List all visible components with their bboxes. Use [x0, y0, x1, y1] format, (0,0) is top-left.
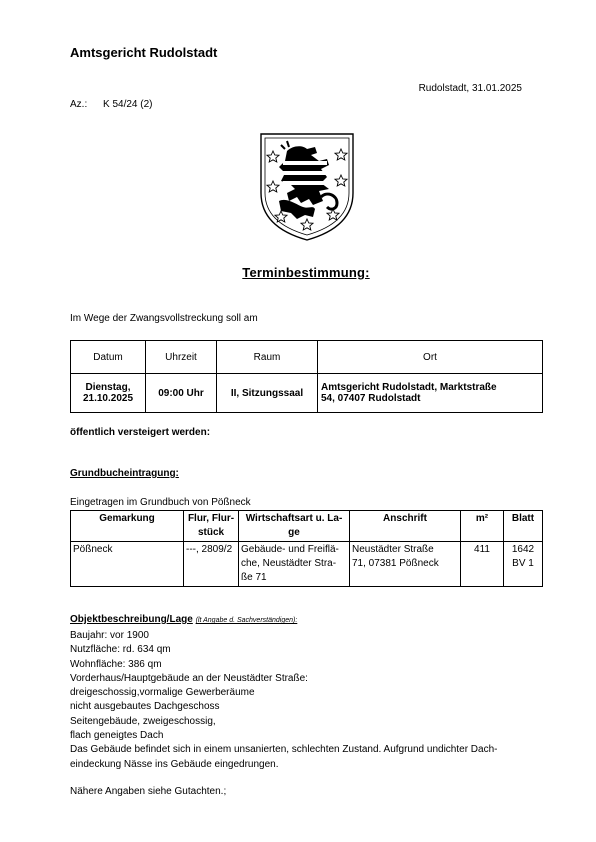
intro-text: Im Wege der Zwangsvollstreckung soll am: [70, 313, 258, 324]
objekt-heading: Objektbeschreibung/Lage: [70, 614, 193, 625]
cell-ort: [318, 374, 543, 413]
ort-line-2: 54, 07407 Rudolstadt: [321, 393, 421, 404]
header-wirt-line-1: Wirtschaftsart u. La-: [245, 513, 343, 524]
table-header-row: [71, 341, 543, 374]
header-anschrift: Anschrift: [350, 511, 461, 542]
header-flur-line-1: Flur, Flur-: [187, 513, 235, 524]
blatt-line-2: BV 1: [512, 558, 534, 569]
description-line: Vorderhaus/Hauptgebäude an der Neustädter Straße:: [70, 672, 308, 684]
datum-weekday: Dienstag,: [85, 382, 131, 393]
description-line: Nutzfläche: rd. 634 qm: [70, 644, 171, 656]
objekt-description: [70, 629, 550, 772]
court-name: Amtsgericht Rudolstadt: [70, 45, 218, 60]
file-number: K 54/24 (2): [103, 99, 153, 110]
wirt-line-1: Gebäude- und Freiflä-: [241, 544, 339, 555]
description-line: flach geneigtes Dach: [70, 730, 164, 742]
blatt-line-1: 1642: [511, 544, 535, 555]
file-number-label: Az.:: [70, 99, 88, 110]
datum-date: 21.10.2025: [82, 393, 134, 404]
place-date: Rudolstadt, 31.01.2025: [418, 83, 522, 94]
header-flur-line-2: stück: [197, 527, 225, 538]
header-raum: Raum: [217, 341, 318, 374]
cell-anschrift: [350, 542, 461, 587]
header-flur: [184, 511, 239, 542]
description-line: Das Gebäude befindet sich in einem unsanierten, schlechten Zustand. Aufgrund undichter Dach-: [70, 744, 498, 756]
cell-wirtschaftsart: [239, 542, 350, 587]
thuringia-coat-of-arms-icon: [257, 131, 357, 243]
cell-flur: ---, 2809/2: [184, 542, 239, 587]
header-uhrzeit: Uhrzeit: [146, 341, 217, 374]
grundbuch-table: [70, 510, 543, 587]
table-row: [71, 374, 543, 413]
header-ort: Ort: [318, 341, 543, 374]
cell-gemarkung: Pößneck: [71, 542, 184, 587]
header-m2: m²: [461, 511, 504, 542]
document-title: Terminbestimmung:: [242, 265, 370, 280]
header-wirt-line-2: ge: [288, 527, 300, 538]
header-gemarkung: Gemarkung: [71, 511, 184, 542]
cell-m2: 411: [461, 542, 504, 587]
ort-line-1: Amtsgericht Rudolstadt, Marktstraße: [321, 382, 497, 393]
table-row: [71, 542, 543, 587]
wirt-line-3: ße 71: [241, 572, 267, 583]
description-line: nicht ausgebautes Dachgeschoss: [70, 701, 220, 713]
anschrift-line-2: 71, 07381 Pößneck: [352, 558, 439, 569]
description-line: eindeckung Nässe ins Gebäude eingedrungen.: [70, 758, 279, 770]
objekt-heading-note: (lt Angabe d. Sachverständigen):: [195, 617, 298, 624]
objekt-footer: Nähere Angaben siehe Gutachten.;: [70, 786, 227, 797]
objekt-heading-line: [70, 614, 297, 625]
description-line: Seitengebäude, zweigeschossig,: [70, 715, 216, 727]
header-datum: Datum: [71, 341, 146, 374]
cell-datum: [71, 374, 146, 413]
cell-blatt: [504, 542, 543, 587]
header-wirtschaftsart: [239, 511, 350, 542]
grundbuch-heading: Grundbucheintragung:: [70, 468, 179, 479]
cell-uhrzeit: 09:00 Uhr: [146, 374, 217, 413]
description-line: Baujahr: vor 1900: [70, 630, 149, 641]
header-blatt: Blatt: [504, 511, 543, 542]
table-header-row: [71, 511, 543, 542]
grundbuch-eingetragen: Eingetragen im Grundbuch von Pößneck: [70, 497, 251, 508]
description-line: Wohnfläche: 386 qm: [70, 658, 162, 670]
wirt-line-2: che, Neustädter Stra-: [241, 558, 337, 569]
termin-table: [70, 340, 543, 413]
anschrift-line-1: Neustädter Straße: [352, 544, 434, 555]
cell-raum: II, Sitzungssaal: [217, 374, 318, 413]
description-line: dreigeschossig,vormalige Gewerberäume: [70, 687, 255, 699]
versteigert-text: öffentlich versteigert werden:: [70, 427, 211, 438]
